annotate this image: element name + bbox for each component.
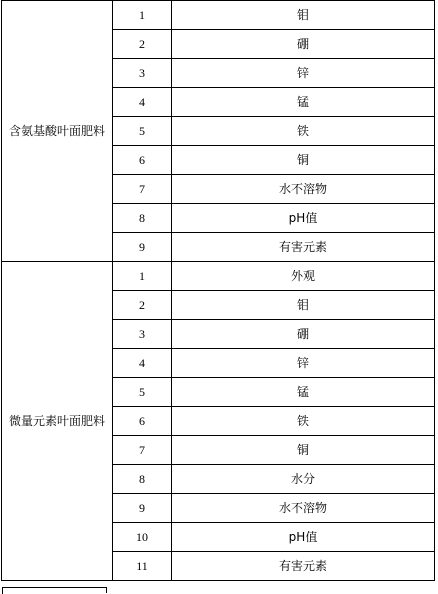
table-continuation-divider xyxy=(106,587,107,593)
item-name: 有害元素 xyxy=(172,233,435,262)
item-number: 3 xyxy=(113,59,172,88)
item-number: 7 xyxy=(113,436,172,465)
table-row xyxy=(2,1,435,30)
item-name: 钼 xyxy=(172,291,435,320)
item-number: 1 xyxy=(113,1,172,30)
item-number: 6 xyxy=(113,407,172,436)
item-name: pH值 xyxy=(172,204,435,233)
item-number: 3 xyxy=(113,320,172,349)
item-number: 2 xyxy=(113,30,172,59)
item-name: 外观 xyxy=(172,262,435,291)
item-number: 5 xyxy=(113,378,172,407)
inspection-items-table xyxy=(1,0,435,581)
item-name: 水不溶物 xyxy=(172,494,435,523)
item-name: 铜 xyxy=(172,146,435,175)
item-number: 10 xyxy=(113,523,172,552)
item-number: 7 xyxy=(113,175,172,204)
item-name: 铁 xyxy=(172,407,435,436)
item-name: 铜 xyxy=(172,436,435,465)
item-name: 锰 xyxy=(172,88,435,117)
item-number: 5 xyxy=(113,117,172,146)
item-name: 水分 xyxy=(172,465,435,494)
table-body xyxy=(2,1,435,581)
item-number: 1 xyxy=(113,262,172,291)
table-row xyxy=(2,262,435,291)
item-number: 2 xyxy=(113,291,172,320)
group-name-cell: 含氨基酸叶面肥料 xyxy=(2,1,113,262)
item-number: 6 xyxy=(113,146,172,175)
item-name: 锌 xyxy=(172,349,435,378)
item-name: 锰 xyxy=(172,378,435,407)
item-name: 硼 xyxy=(172,30,435,59)
item-number: 4 xyxy=(113,349,172,378)
item-number: 4 xyxy=(113,88,172,117)
item-name: 有害元素 xyxy=(172,552,435,581)
group-name-cell: 微量元素叶面肥料 xyxy=(2,262,113,581)
item-number: 8 xyxy=(113,204,172,233)
item-number: 11 xyxy=(113,552,172,581)
item-number: 9 xyxy=(113,233,172,262)
item-name: pH值 xyxy=(172,523,435,552)
item-name: 铁 xyxy=(172,117,435,146)
item-name: 水不溶物 xyxy=(172,175,435,204)
item-number: 8 xyxy=(113,465,172,494)
item-number: 9 xyxy=(113,494,172,523)
item-name: 硼 xyxy=(172,320,435,349)
item-name: 钼 xyxy=(172,1,435,30)
item-name: 锌 xyxy=(172,59,435,88)
